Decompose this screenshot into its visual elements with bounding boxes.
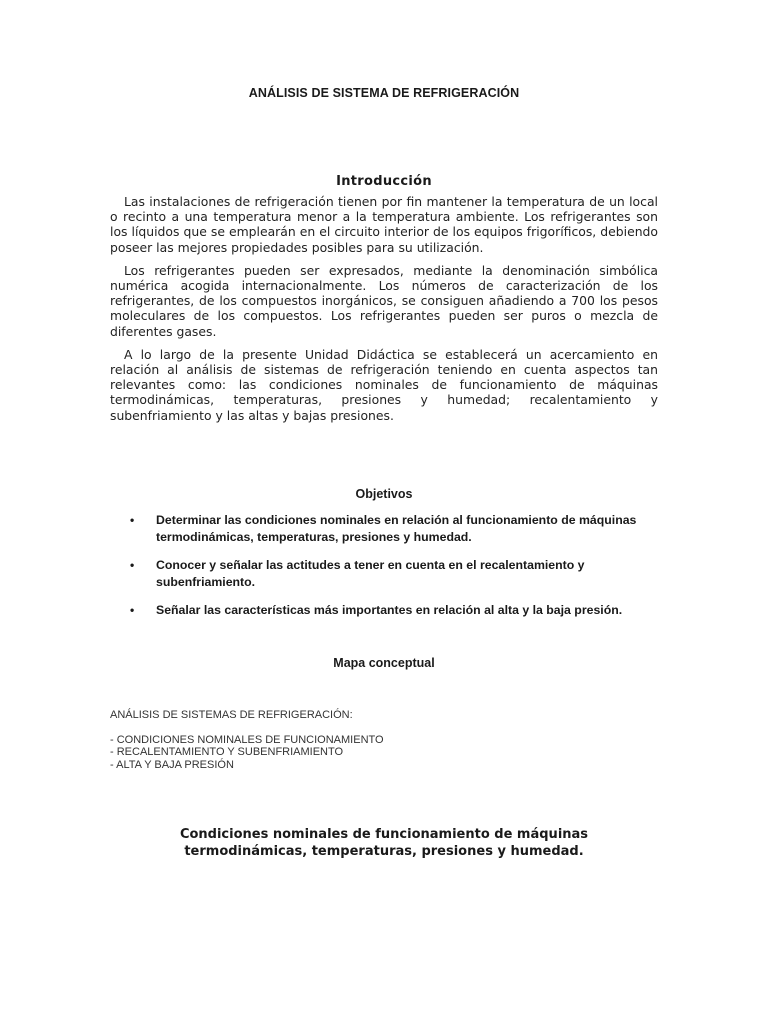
introduction-paragraph: A lo largo de la presente Unidad Didáctica se establecerá un acercamiento en relación al análisis de sistemas de refrigeración teniendo en cuenta aspectos tan relevantes como: las condiciones nominales de funcionamiento de máquinas termodinámicas, temperaturas, presiones y humedad; recalentamiento y subenfriamiento y las altas y bajas presiones. [110,346,658,423]
introduction-body [110,194,658,431]
objectives-heading: Objetivos [355,487,413,501]
bullet-icon: • [130,513,135,527]
concept-map [110,709,384,771]
objective-text: Determinar las condiciones nominales en relación al funcionamiento de máquinas termodinámicas, temperaturas, presiones y humedad. [156,513,637,544]
concept-map-item: - ALTA Y BAJA PRESIÓN [110,758,234,771]
concept-map-item: - CONDICIONES NOMINALES DE FUNCIONAMIENTO [110,733,384,746]
bullet-icon: • [130,558,135,572]
objective-item [130,602,650,619]
objective-item [130,512,650,546]
objective-item [130,557,650,591]
section-heading-line: Condiciones nominales de funcionamiento de máquinas [179,827,589,842]
section-heading-line: termodinámicas, temperaturas, presiones y humedad. [184,844,584,859]
bullet-icon: • [130,603,135,617]
objective-text: Señalar las características más importantes en relación al alta y la baja presión. [156,603,623,617]
document-title: ANÁLISIS DE SISTEMA DE REFRIGERACIÓN [248,86,520,100]
introduction-paragraph: Las instalaciones de refrigeración tienen por fin mantener la temperatura de un local o recinto a una temperatura menor a la temperatura ambiente. Los refrigerantes son los líquidos que se emplearán en el circuito interior de los equipos frigoríficos, debiendo poseer las mejores propiedades posibles para su utilización. [110,194,658,255]
introduction-heading: Introducción [336,174,432,189]
objectives-list [130,512,650,630]
concept-map-item: - RECALENTAMIENTO Y SUBENFRIAMIENTO [110,746,344,758]
concept-map-title: ANÁLISIS DE SISTEMAS DE REFRIGERACIÓN: [110,709,353,721]
concept-map-heading: Mapa conceptual [333,656,435,670]
objective-text: Conocer y señalar las actitudes a tener en cuenta en el recalentamiento y subenfriamiento. [156,558,585,589]
introduction-paragraph: Los refrigerantes pueden ser expresados, mediante la denominación simbólica numérica acogida internacionalmente. Los números de caracterización de los refrigerantes, de los compuestos inorgánicos, se consiguen añadiendo a 700 los pesos moleculares de los compuestos. Los refrigerantes pueden ser puros o mezcla de diferentes gases. [110,262,658,339]
section-heading [0,826,768,860]
